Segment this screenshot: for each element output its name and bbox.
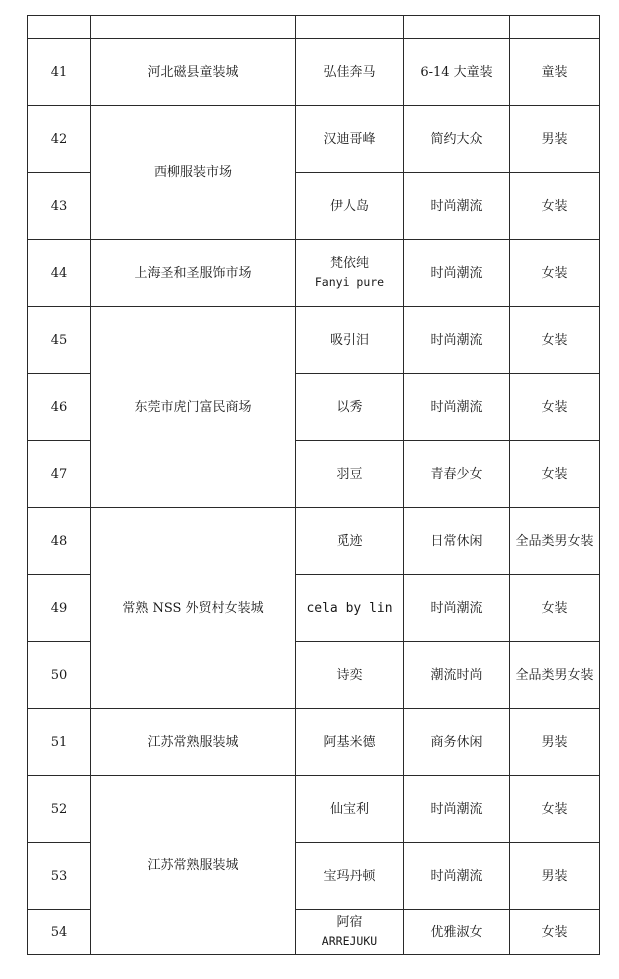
row-number: 53 xyxy=(28,843,91,910)
header-cell-type xyxy=(510,16,600,39)
style-cell: 时尚潮流 xyxy=(404,843,510,910)
type-cell: 女装 xyxy=(510,240,600,307)
style-cell: 时尚潮流 xyxy=(404,173,510,240)
market-cell: 河北磁县童装城 xyxy=(91,39,296,106)
type-cell: 女装 xyxy=(510,776,600,843)
row-number: 44 xyxy=(28,240,91,307)
row-number: 47 xyxy=(28,441,91,508)
brand-cell: 吸引汨 xyxy=(296,307,404,374)
brand-cell: 觅迹 xyxy=(296,508,404,575)
header-cell-brand xyxy=(296,16,404,39)
header-cell-style xyxy=(404,16,510,39)
row-number: 45 xyxy=(28,307,91,374)
type-cell: 女装 xyxy=(510,374,600,441)
brand-cell: 羽豆 xyxy=(296,441,404,508)
brand-cell: 汉迪哥峰 xyxy=(296,106,404,173)
header-cell-market xyxy=(91,16,296,39)
type-cell: 全品类男女装 xyxy=(510,642,600,709)
brand-cell xyxy=(296,240,404,307)
table-row xyxy=(28,240,600,307)
type-cell: 女装 xyxy=(510,307,600,374)
style-cell: 时尚潮流 xyxy=(404,307,510,374)
type-cell: 男装 xyxy=(510,843,600,910)
market-cell: 东莞市虎门富民商场 xyxy=(91,307,296,508)
style-cell: 简约大众 xyxy=(404,106,510,173)
brand-cell: 诗奕 xyxy=(296,642,404,709)
brand-cell: 伊人岛 xyxy=(296,173,404,240)
market-cell: 上海圣和圣服饰市场 xyxy=(91,240,296,307)
style-cell: 时尚潮流 xyxy=(404,374,510,441)
row-number: 42 xyxy=(28,106,91,173)
brand-cell xyxy=(296,910,404,955)
style-cell: 优雅淑女 xyxy=(404,910,510,955)
style-cell: 潮流时尚 xyxy=(404,642,510,709)
style-cell: 时尚潮流 xyxy=(404,240,510,307)
brand-cell: cela by lin xyxy=(296,575,404,642)
brand-cell: 以秀 xyxy=(296,374,404,441)
type-cell: 全品类男女装 xyxy=(510,508,600,575)
row-number: 51 xyxy=(28,709,91,776)
table-row xyxy=(28,106,600,173)
market-cell: 江苏常熟服装城 xyxy=(91,776,296,955)
brand-cell: 弘佳奔马 xyxy=(296,39,404,106)
brand-cell: 阿基米德 xyxy=(296,709,404,776)
row-number: 46 xyxy=(28,374,91,441)
type-cell: 女装 xyxy=(510,575,600,642)
style-cell: 青春少女 xyxy=(404,441,510,508)
table-header-row xyxy=(28,16,600,39)
brand-cell: 宝玛丹顿 xyxy=(296,843,404,910)
row-number: 52 xyxy=(28,776,91,843)
type-cell: 女装 xyxy=(510,910,600,955)
row-number: 41 xyxy=(28,39,91,106)
row-number: 48 xyxy=(28,508,91,575)
type-cell: 男装 xyxy=(510,709,600,776)
style-cell: 6-14 大童装 xyxy=(404,39,510,106)
type-cell: 男装 xyxy=(510,106,600,173)
market-cell: 常熟 NSS 外贸村女装城 xyxy=(91,508,296,709)
style-cell: 时尚潮流 xyxy=(404,575,510,642)
style-cell: 商务休闲 xyxy=(404,709,510,776)
type-cell: 女装 xyxy=(510,441,600,508)
table-row xyxy=(28,508,600,575)
row-number: 49 xyxy=(28,575,91,642)
row-number: 50 xyxy=(28,642,91,709)
market-cell: 西柳服装市场 xyxy=(91,106,296,240)
brand-table xyxy=(27,15,600,955)
type-cell: 女装 xyxy=(510,173,600,240)
market-cell: 江苏常熟服装城 xyxy=(91,709,296,776)
style-cell: 时尚潮流 xyxy=(404,776,510,843)
style-cell: 日常休闲 xyxy=(404,508,510,575)
row-number: 54 xyxy=(28,910,91,955)
table-row xyxy=(28,709,600,776)
brand-name-latin: ARREJUKU xyxy=(321,934,378,948)
row-number: 43 xyxy=(28,173,91,240)
table-row xyxy=(28,307,600,374)
brand-name-latin: Fanyi pure xyxy=(314,275,385,289)
table-row xyxy=(28,39,600,106)
brand-name: 梵依纯 xyxy=(329,256,369,271)
brand-name: 阿宿 xyxy=(336,915,363,930)
table-row xyxy=(28,776,600,843)
header-cell-no xyxy=(28,16,91,39)
type-cell: 童装 xyxy=(510,39,600,106)
brand-cell: 仙宝利 xyxy=(296,776,404,843)
